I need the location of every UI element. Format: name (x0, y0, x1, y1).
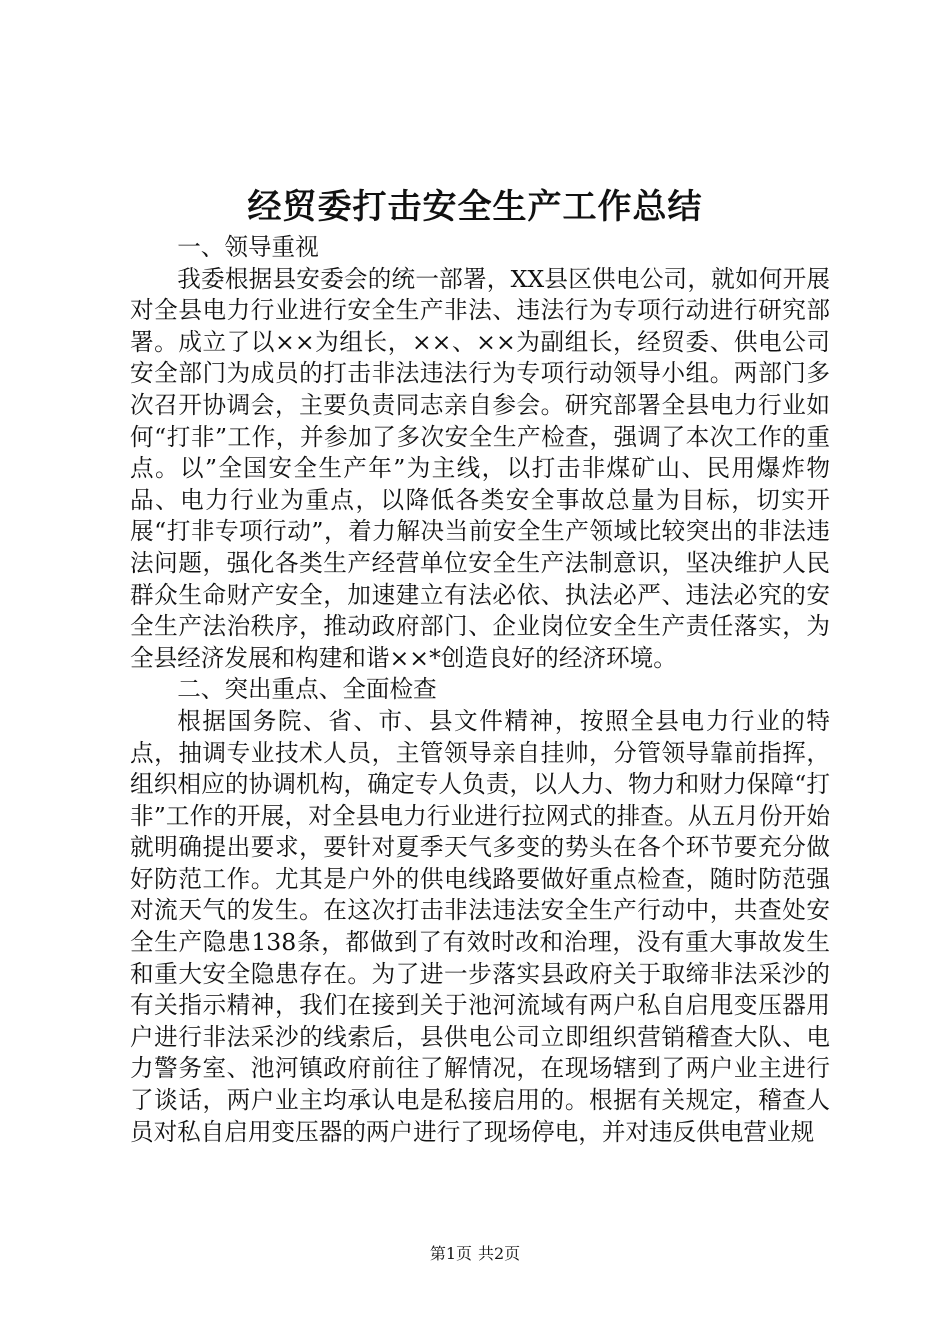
body-paragraph-1: 我委根据县安委会的统一部署，XX县区供电公司，就如何开展对全县电力行业进行安全生产非法、违法行为专项行动进行研究部署。成立了以××为组长，××、××为副组长，经贸委、供电公司安全部门为成员的打击非法违法行为专项行动领导小组。两部门多次召开协调会，主要负责同志亲自参会。研究部署全县电力行业如何“打非”工作，并参加了多次安全生产检查，强调了本次工作的重点。以”全国安全生产年”为主线，以打击非煤矿山、民用爆炸物品、电力行业为重点，以降低各类安全事故总量为目标，切实开展“打非专项行动”，着力解决当前安全生产领域比较突出的非法违法问题，强化各类生产经营单位安全生产法制意识，坚决维护人民群众生命财产安全，加速建立有法必依、执法必严、违法必究的安全生产法治秩序，推动政府部门、企业岗位安全生产责任落实，为全县经济发展和构建和谐××*创造良好的经济环境。 (130, 264, 830, 672)
page-number: 第1页 (429, 1244, 472, 1263)
page-total: 共2页 (478, 1244, 521, 1263)
body-paragraph-2: 根据国务院、省、市、县文件精神，按照全县电力行业的特点，抽调专业技术人员，主管领导亲自挂帅，分管领导靠前指挥，组织相应的协调机构，确定专人负责，以人力、物力和财力保障“打非”工作的开展，对全县电力行业进行拉网式的排查。从五月份开始就明确提出要求，要针对夏季天气多变的势头在各个环节要充分做好防范工作。尤其是户外的供电线路要做好重点检查，随时防范强对流天气的发生。在这次打击非法违法安全生产行动中，共查处安全生产隐患138条，都做到了有效时改和治理，没有重大事故发生和重大安全隐患存在。为了进一步落实县政府关于取缔非法采沙的有关指示精神，我们在接到关于池河流域有两户私自启甩变压器用户进行非法采沙的线索后，县供电公司立即组织营销稽查大队、电力警务室、池河镇政府前往了解情况，在现场辖到了两户业主进行了谈话，两户业主均承认电是私接启用的。根据有关规定，稽查人员对私自启用变压器的两户进行了现场停电，并对违反供电营业规 (130, 706, 830, 1146)
page-footer (0, 1243, 950, 1265)
document-body (130, 232, 830, 1148)
section-heading-1: 一、领导重视 (177, 233, 319, 261)
document-title: 经贸委打击安全生产工作总结 (247, 187, 703, 227)
section-heading-2: 二、突出重点、全面检查 (177, 675, 437, 704)
